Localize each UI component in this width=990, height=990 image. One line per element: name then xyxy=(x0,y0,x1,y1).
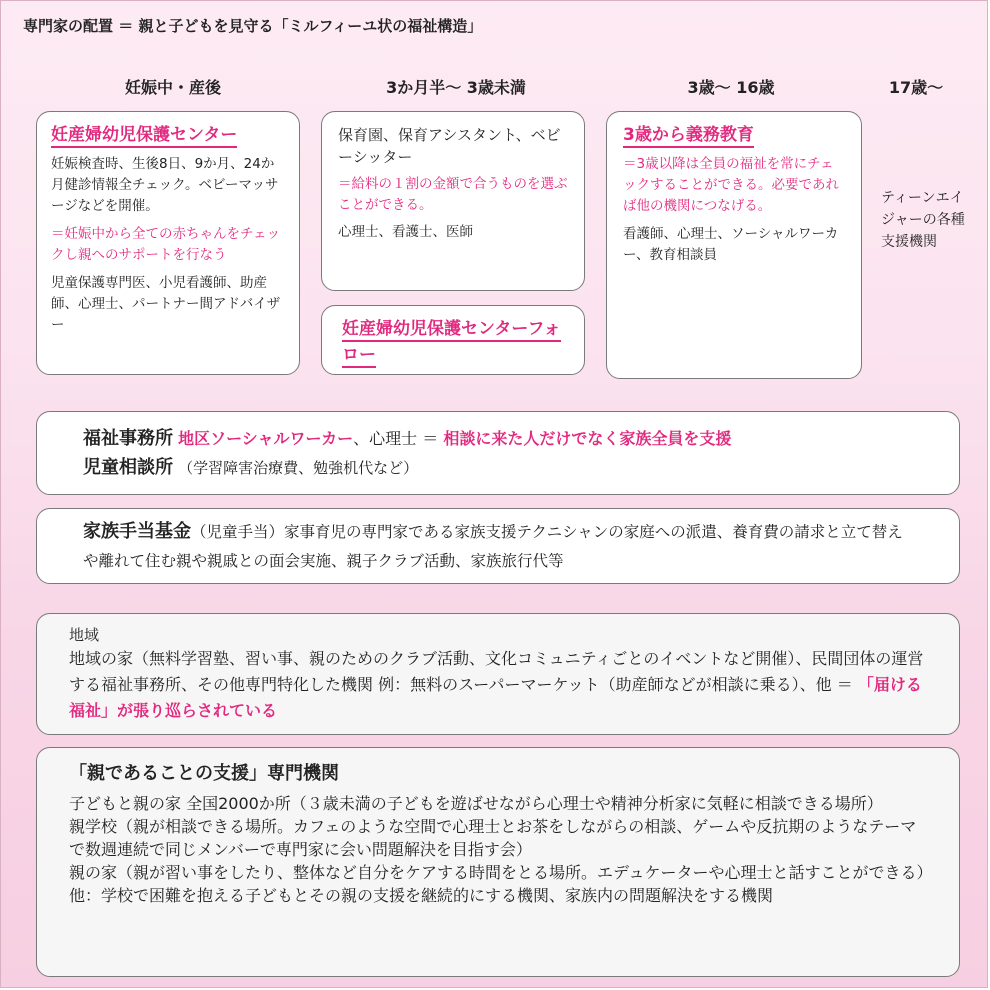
box-maternal-desc: 妊娠検査時、生後8日、9か月、24か月健診情報全チェック。ベビーマッサージなどを開催。 xyxy=(51,156,279,214)
box-nursery-staff: 心理士、看護士、医師 xyxy=(338,224,473,240)
welfare-office-name: 福祉事務所 xyxy=(83,428,173,449)
child-guidance-name: 児童相談所 xyxy=(83,457,173,478)
box-followup-heading: 妊産婦幼児保護センターフォロー xyxy=(342,319,561,368)
page-title: 専門家の配置 ＝ 親と子どもを見守る「ミルフィーユ状の福祉構造」 xyxy=(23,17,483,35)
parenting-item: 他：学校で困難を抱える子どもとその親の支援を継続的にする機関、家族内の問題解決をする機関 xyxy=(69,886,774,905)
box-education-heading: 3歳から義務教育 xyxy=(623,125,754,148)
box-parenting-support xyxy=(36,747,960,977)
parenting-item: 親の家（親が習い事をしたり、整体など自分をケアする時間をとる場所。エデュケーターや心理士と話すことができる） xyxy=(69,863,933,882)
teen-support: ティーンエイジャーの各種支援機関 xyxy=(881,190,965,250)
parenting-item: 子どもと親の家 全国2000か所（３歳未満の子どもを遊ばせながら心理士や精神分析家に気軽に相談できる場所） xyxy=(69,794,883,813)
box-maternal-followup xyxy=(321,305,585,375)
column-head-pregnancy: 妊娠中・産後 xyxy=(124,78,221,97)
welfare-note: （学習障害治療費、勉強机代など） xyxy=(178,459,419,477)
welfare-staff-rest: 、心理士 ＝ xyxy=(353,429,444,448)
parenting-item: 親学校（親が相談できる場所。カフェのような空間で心理士とお茶をしながらの相談、ゲームや反抗期のようなテーマで数週連続で同じメンバーで専門家に会い問題解決を目指す会） xyxy=(69,817,917,859)
box-family-fund xyxy=(36,508,960,584)
box-nursery-heading: 保育園、保育アシスタント、ベビーシッター xyxy=(338,126,561,166)
box-community xyxy=(36,613,960,735)
welfare-highlight: 相談に来た人だけでなく家族全員を支援 xyxy=(443,429,732,448)
parenting-heading: 「親であることの支援」専門機関 xyxy=(69,763,339,784)
box-maternal-heading: 妊産婦幼児保護センター xyxy=(51,125,237,148)
welfare-staff-social-worker: 地区ソーシャルワーカー xyxy=(178,429,354,448)
box-compulsory-education xyxy=(606,111,862,379)
community-label: 地域 xyxy=(69,626,100,644)
box-education-staff: 看護師、心理士、ソーシャルワーカー、教育相談員 xyxy=(623,226,839,263)
box-maternal-highlight: ＝妊娠中から全ての赤ちゃんをチェックし親へのサポートを行なう xyxy=(51,226,281,263)
box-nursery-highlight: ＝給料の１割の金額で合うものを選ぶことができる。 xyxy=(338,176,568,213)
box-welfare-office xyxy=(36,411,960,495)
column-head-teen: 17歳〜 xyxy=(888,78,944,97)
box-maternal-center xyxy=(36,111,300,375)
family-fund-name: 家族手当基金 xyxy=(83,521,191,542)
column-head-infant: 3か月半〜 3歳未満 xyxy=(386,78,526,97)
community-body: 地域の家（無料学習塾、習い事、親のためのクラブ活動、文化コミュニティごとのイベントなど開催）、民間団体の運営する福祉事務所、その他専門特化した機関 例：無料のスーパーマーケット（助産師などが相談に乗る）、他 ＝ xyxy=(69,649,924,694)
column-head-child: 3歳〜 16歳 xyxy=(687,78,775,97)
box-maternal-staff: 児童保護専門医、小児看護師、助産師、心理士、パートナー間アドバイザー xyxy=(51,275,281,333)
community-highlight: 「届ける福祉」が張り巡らされている xyxy=(69,675,922,720)
family-fund-body: （児童手当）家事育児の専門家である家族支援テクニシャンの家庭への派遣、養育費の請求と立て替えや離れて住む親や親戚との面会実施、親子クラブ活動、家族旅行代等 xyxy=(83,523,903,570)
box-nursery xyxy=(321,111,585,291)
box-education-highlight: ＝3歳以降は全員の福祉を常にチェックすることができる。必要であれば他の機関につなげる。 xyxy=(623,156,839,214)
